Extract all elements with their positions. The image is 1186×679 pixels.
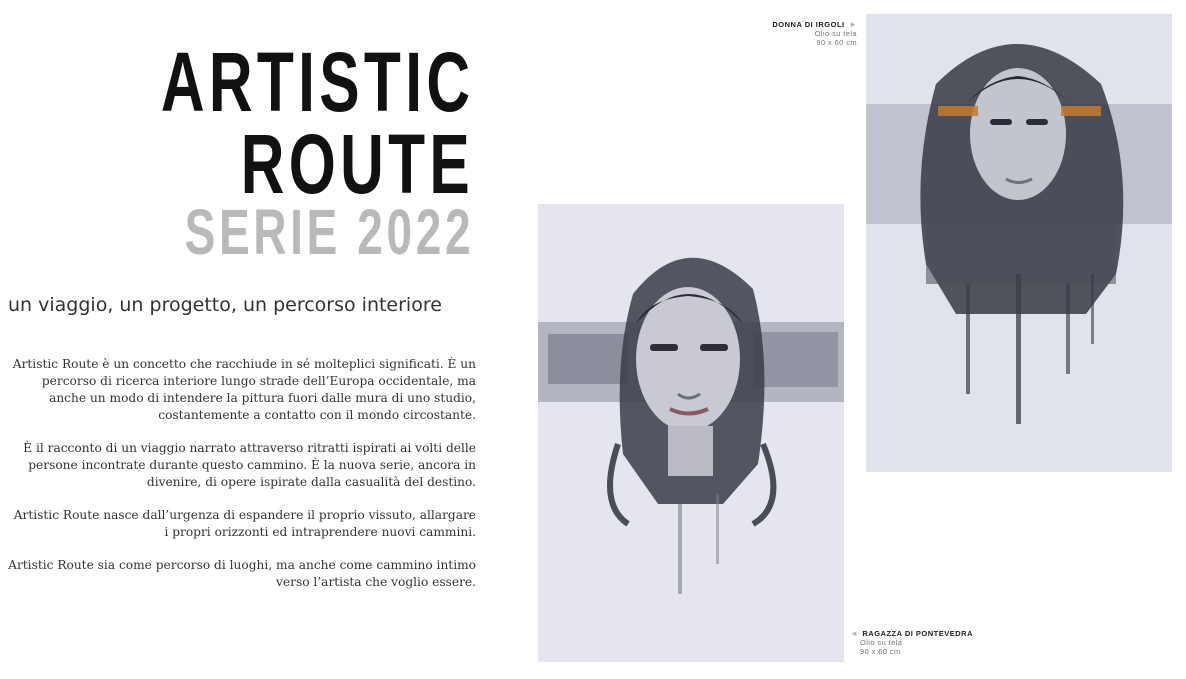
- title-line-artistic: ARTISTIC: [160, 35, 474, 129]
- painting-ragazza-image: [538, 204, 844, 662]
- paragraph: Artistic Route nasce dall’urgenza di espandere il proprio vissuto, allargare i propri orizzonti ed intraprendere nuovi cammini.: [13, 508, 476, 539]
- paragraph: Artistic Route sia come percorso di luoghi, ma anche come cammino intimo verso l’artista che voglio essere.: [8, 558, 476, 589]
- caption-title: DONNA DI IRGOLI: [772, 20, 845, 29]
- painting-donna-di-irgoli: [866, 14, 1172, 472]
- caption-medium: Olio su tela: [860, 638, 903, 647]
- caption-donna-di-irgoli: [772, 18, 857, 47]
- body-text: [6, 356, 476, 607]
- caption-size: 90 x 60 cm: [860, 647, 901, 656]
- arrow-right-icon: ►: [849, 20, 857, 29]
- paragraph: Artistic Route è un concetto che racchiude in sé molteplici significati. È un percorso di ricerca interiore lungo strade dell’Europa occidentale, ma anche un modo di intendere la pittura fuori dalle mura di uno studio, costantemente a contatto con il mondo circostante.: [12, 357, 476, 422]
- paragraph: È il racconto di un viaggio narrato attraverso ritratti ispirati ai volti delle persone incontrate durante questo cammino. È la nuova serie, ancora in divenire, di opere ispirate dalla casualità del destino.: [23, 441, 476, 489]
- caption-medium: Olio su tela: [814, 29, 857, 38]
- subtitle: un viaggio, un progetto, un percorso interiore: [8, 294, 442, 316]
- painting-donna-image: [866, 14, 1172, 472]
- painting-ragazza-di-pontevedra: [538, 204, 844, 662]
- caption-size: 90 x 60 cm: [816, 38, 857, 47]
- series-title: SERIE 2022: [184, 196, 474, 268]
- arrow-left-icon: ◄: [850, 629, 858, 638]
- title-line-route: ROUTE: [240, 117, 474, 211]
- caption-ragazza-di-pontevedra: [850, 627, 973, 656]
- caption-title: RAGAZZA DI PONTEVEDRA: [862, 629, 974, 638]
